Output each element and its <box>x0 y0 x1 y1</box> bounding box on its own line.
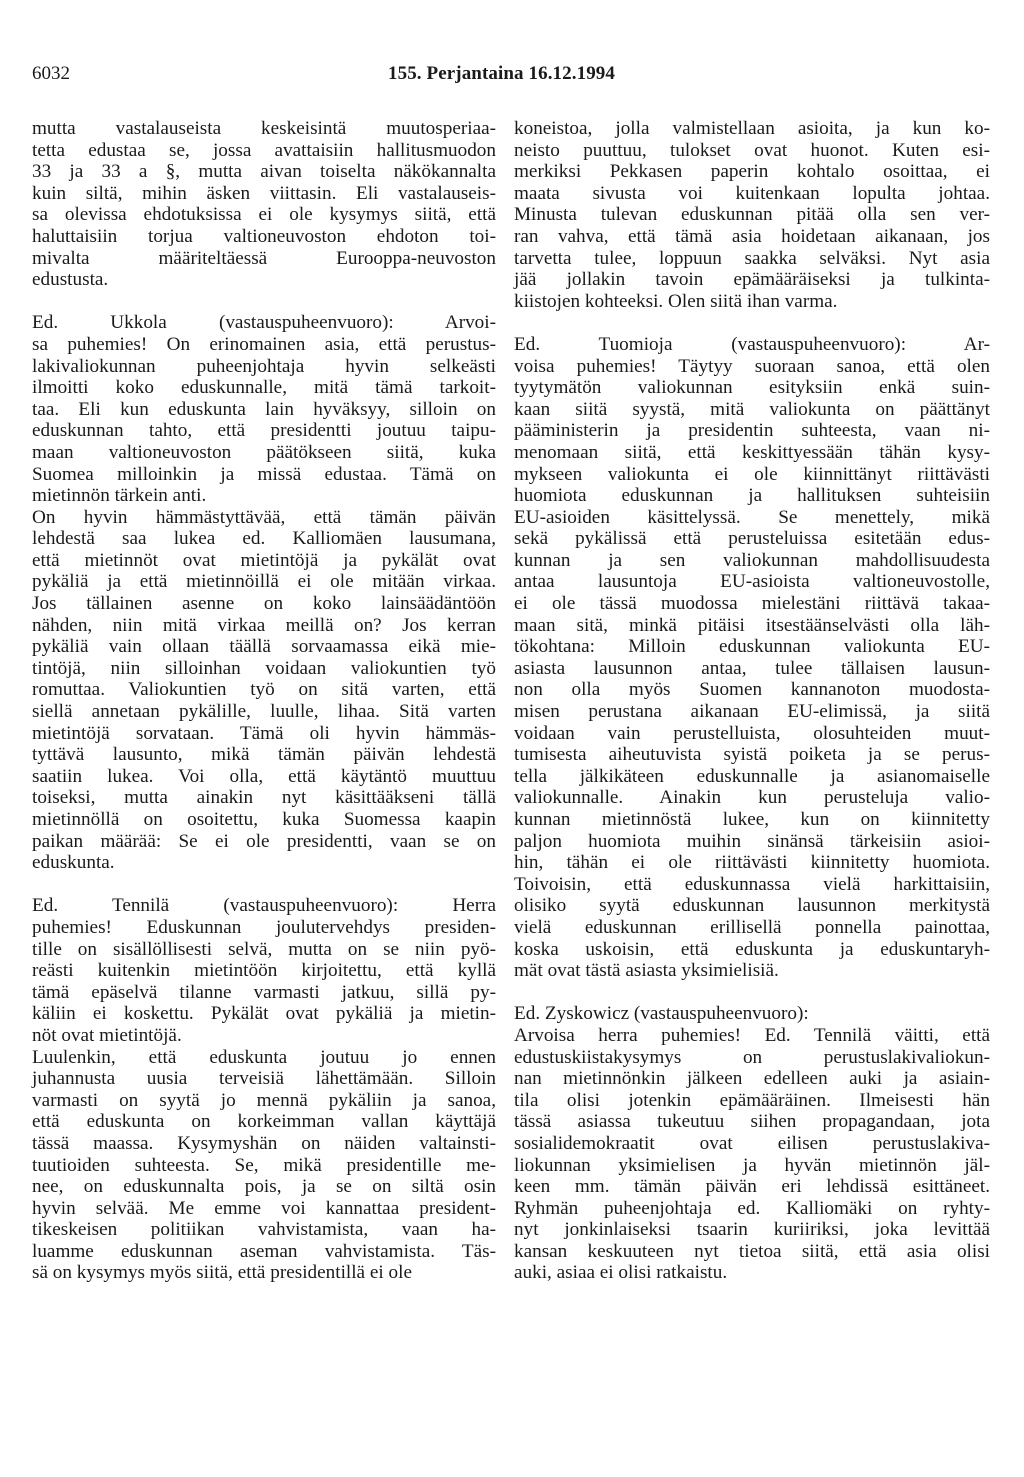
text-line: eduskunta. <box>32 852 115 874</box>
text-line: Jos tällainen asenne on koko lainsäädäntöön <box>32 593 496 615</box>
text-line: Ed. Ukkola (vastauspuheenvuoro): Arvoi- <box>32 312 496 334</box>
text-line: romuttaa. Valiokuntien työ on sitä varten, että <box>32 679 496 701</box>
text-line: tämä epäselvä tilanne varmasti jatkuu, sillä py- <box>32 981 496 1003</box>
text-line: paikan määrää: Se ei ole presidentti, vaan se on <box>32 830 496 852</box>
text-line: 33 ja 33 a §, mutta aivan toiselta näkökannalta <box>32 161 496 183</box>
text-line: asiasta lausunnon antaa, tulee tällaisen lausun- <box>514 657 990 679</box>
text-line: Ryhmän puheenjohtaja ed. Kalliomäki on ryhty- <box>514 1197 990 1219</box>
text-line: nan mietinnönkin jälkeen edelleen auki ja asiain- <box>514 1068 990 1090</box>
text-line: tökohtana: Milloin eduskunnan valiokunta EU- <box>514 636 990 658</box>
text-line: auki, asiaa ei olisi ratkaistu. <box>514 1262 728 1284</box>
text-line: valiokunnalle. Ainakin kun perusteluja valio- <box>514 787 990 809</box>
text-line: tille on sisällöllisesti selvä, mutta on se niin pyö- <box>32 938 496 960</box>
text-line: eduskunnan tahto, että presidentti joutuu taipu- <box>32 420 496 442</box>
text-line: tintöjä, niin silloinhan voidaan valiokuntien työ <box>32 657 496 679</box>
text-line: non olla myös Suomen kannanoton muodosta- <box>514 679 990 701</box>
text-line: nöt ovat mietintöjä. <box>32 1024 182 1046</box>
text-line: pääministerin ja presidentin suhteesta, vaan ni- <box>514 420 990 442</box>
text-line: misen perustana aikanaan EU-elimissä, ja siitä <box>514 701 990 723</box>
text-line: maata sivusta voi kuitenkaan lopulta johtaa. <box>514 182 990 204</box>
text-line: tyytymätön valiokunnan esityksiin enkä suin- <box>514 377 990 399</box>
text-line: saatiin lukea. Voi olla, että käytäntö muuttuu <box>32 765 496 787</box>
text-line: haluttaisiin torjua valtioneuvoston ehdoton toi- <box>32 225 496 247</box>
text-line: koska uskoisin, että eduskunta ja eduskuntaryh- <box>514 938 990 960</box>
text-line: paljon huomiota muihin sinänsä tärkeisiin asioi- <box>514 830 990 852</box>
text-line: menomaan siitä, että keskittyessään tähän kysy- <box>514 441 990 463</box>
running-header: 155. Perjantaina 16.12.1994 <box>388 63 615 84</box>
text-line: koneistoa, jolla valmistellaan asioita, ja kun ko- <box>514 118 990 139</box>
text-line: nee, on eduskunnalta pois, ja se on siltä osin <box>32 1176 496 1198</box>
text-line: mutta vastalauseista keskeisintä muutosperiaa- <box>32 118 496 139</box>
text-line: liokunnan yksimielisen ja hyvän mietinnön jäl- <box>514 1154 990 1176</box>
text-line: tila olisi jotenkin epämääräinen. Ilmeisesti hän <box>514 1089 990 1111</box>
text-line: Arvoisa herra puhemies! Ed. Tennilä väitti, että <box>514 1024 990 1046</box>
paragraph-gap <box>514 312 990 334</box>
text-line: Suomea milloinkin ja missä edustaa. Tämä on <box>32 463 496 485</box>
text-line: merkiksi Pekkasen paperin kohtalo osoittaa, ei <box>514 161 990 183</box>
text-line: Ed. Tuomioja (vastauspuheenvuoro): Ar- <box>514 333 990 355</box>
text-line: että eduskunta on korkeimman vallan käyttäjä <box>32 1111 496 1133</box>
text-line: antaa lausuntoja EU-asioista valtioneuvostolle, <box>514 571 990 593</box>
text-line: sosialidemokraatit ovat eilisen perustuslakiva- <box>514 1132 990 1154</box>
text-line: kuin siltä, mihin äsken viittasin. Eli vastalauseis- <box>32 182 496 204</box>
text-line: edustuskiistakysymys on perustuslakivaliokun- <box>514 1046 990 1068</box>
text-line: Ed. Tennilä (vastauspuheenvuoro): Herra <box>32 895 496 917</box>
text-line: mietinnöllä on osoitettu, kuka Suomessa kaapin <box>32 809 496 830</box>
text-line: käliin ei koskettu. Pykälät ovat pykäliä ja mietin- <box>32 1003 496 1025</box>
text-line: maan valtioneuvoston päätökseen siitä, kuka <box>32 441 496 463</box>
text-line: voidaan vain perustelluista, olosuhteiden muut- <box>514 722 990 744</box>
text-line: lehdestä saa lukea ed. Kalliomäen lausumana, <box>32 528 496 550</box>
text-line: Minusta tulevan eduskunnan pitää olla sen ver- <box>514 204 990 226</box>
text-line: mietinnön tärkein anti. <box>32 485 207 507</box>
text-line: tarvetta tulee, loppuun saakka selväksi. Nyt asia <box>514 247 990 269</box>
text-line: nyt jonkinlaiseksi tsaarin kuriiriksi, joka levittää <box>514 1219 990 1241</box>
text-line: EU-asioiden käsittelyssä. Se menettely, mikä <box>514 506 990 528</box>
text-line: jää jollakin tavoin epämääräiseksi ja tulkinta- <box>514 269 990 291</box>
text-line: mietintöjä sorvataan. Tämä oli hyvin hämmäs- <box>32 722 496 744</box>
text-line: hin, tähän ei ole riittävästi kiinnitetty huomiota. <box>514 852 990 874</box>
paragraph-gap <box>32 874 496 896</box>
text-line: lakivaliokunnan puheenjohtaja hyvin selkeästi <box>32 355 496 377</box>
text-line: mivalta määriteltäessä Eurooppa-neuvoston <box>32 247 496 269</box>
text-line: pykäliä ja että mietinnöillä ei ole mitään virkaa. <box>32 571 496 593</box>
text-line: huomiota eduskunnan ja hallituksen suhteisiin <box>514 485 990 507</box>
text-line: ran vahva, että tämä asia hoidetaan aikanaan, jos <box>514 225 990 247</box>
text-line: On hyvin hämmästyttävää, että tämän päivän <box>32 506 496 528</box>
text-line: neisto puuttuu, tulokset ovat huonot. Kuten esi- <box>514 139 990 161</box>
text-line: siellä annetaan pykälille, luulle, lihaa. Sitä varten <box>32 701 496 723</box>
text-line: reästi kuitenkin mietintöön kirjoitettu, että kyllä <box>32 960 496 982</box>
text-line: vielä eduskunnan erillisellä ponnella painottaa, <box>514 916 990 938</box>
text-line: kunnan ja sen valiokunnan mahdollisuudesta <box>514 549 990 571</box>
text-line: ei ole tässä muodossa mielestäni riittävä takaa- <box>514 593 990 615</box>
text-line: voisa puhemies! Täytyy suoraan sanoa, että olen <box>514 355 990 377</box>
text-line: sa puhemies! On erinomainen asia, että perustus- <box>32 333 496 355</box>
text-line: kaan siitä syystä, mitä valiokunta on päättänyt <box>514 398 990 420</box>
text-line: tumisesta aiheutuvista syistä poiketa ja se perus- <box>514 744 990 766</box>
text-line: nähden, niin mitä virkaa meillä on? Jos kerran <box>32 614 496 636</box>
text-line: luamme eduskunnan aseman vahvistamista. Täs- <box>32 1240 496 1262</box>
page-number: 6032 <box>32 63 70 84</box>
text-line: sa olevissa ehdotuksissa ei ole kysymys siitä, että <box>32 204 496 226</box>
text-line: maan sitä, minkä pitäisi itsestäänselvästi olla läh- <box>514 614 990 636</box>
text-line: pykäliä vain ollaan täällä sorvaamassa eikä mie- <box>32 636 496 658</box>
text-line: edustusta. <box>32 269 109 291</box>
text-line: tyttävä lausunto, mikä tämän päivän lehdestä <box>32 744 496 766</box>
paragraph-gap <box>514 982 990 1004</box>
text-line: juhannusta uusia terveisiä lähettämään. Silloin <box>32 1068 496 1090</box>
text-line: varmasti on syytä jo mennä pykäliin ja sanoa, <box>32 1089 496 1111</box>
text-line: olisiko syytä eduskunnan lausunnon merkitystä <box>514 895 990 917</box>
text-line: että mietinnöt ovat mietintöjä ja pykälät ovat <box>32 549 496 571</box>
text-line: tella jälkikäteen eduskunnalle ja asianomaiselle <box>514 765 990 787</box>
text-line: tässä asiassa tukeutuu siihen propagandaan, jota <box>514 1111 990 1133</box>
text-line: tikeskeisen politiikan vahvistamista, vaan ha- <box>32 1219 496 1241</box>
text-line: toiseksi, mutta ainakin nyt käsittääkseni tällä <box>32 787 496 809</box>
text-line: tetta edustaa se, jossa avattaisiin hallitusmuodon <box>32 139 496 161</box>
text-line: sekä pykälissä että perusteluissa esitetään edus- <box>514 528 990 550</box>
text-line: mykseen valiokunta ei ole kiinnittänyt riittävästi <box>514 463 990 485</box>
text-line: tuutioiden suhteesta. Se, mikä presidentille me- <box>32 1154 496 1176</box>
text-line: mät ovat tästä asiasta yksimielisiä. <box>514 960 779 982</box>
text-line: tässä maassa. Kysymyshän on näiden valtainsti- <box>32 1132 496 1154</box>
right-column <box>514 118 990 1284</box>
text-line: kiistojen kohteeksi. Olen siitä ihan varma. <box>514 290 838 312</box>
text-line: Ed. Zyskowicz (vastauspuheenvuoro): <box>514 1003 809 1025</box>
paragraph-gap <box>32 291 496 313</box>
text-line: kansan keskuuteen nyt tietoa siitä, että asia olisi <box>514 1240 990 1262</box>
text-line: kunnan mietinnöstä lukee, kun on kiinnitetty <box>514 809 990 830</box>
text-line: puhemies! Eduskunnan joulutervehdys presiden- <box>32 916 496 938</box>
text-line: Luulenkin, että eduskunta joutuu jo ennen <box>32 1046 496 1068</box>
text-line: keen mm. tämän päivän eri lehdissä esittäneet. <box>514 1176 990 1198</box>
text-line: Toivoisin, että eduskunnassa vielä harkittaisiin, <box>514 873 990 895</box>
text-line: ilmoitti koko eduskunnalle, mitä tämä tarkoit- <box>32 377 496 399</box>
text-line: sä on kysymys myös siitä, että presidentillä ei ole <box>32 1262 412 1284</box>
left-column <box>32 118 496 1284</box>
text-line: taa. Eli kun eduskunta lain hyväksyy, silloin on <box>32 398 496 420</box>
text-line: hyvin selvää. Me emme voi kannattaa president- <box>32 1197 496 1219</box>
